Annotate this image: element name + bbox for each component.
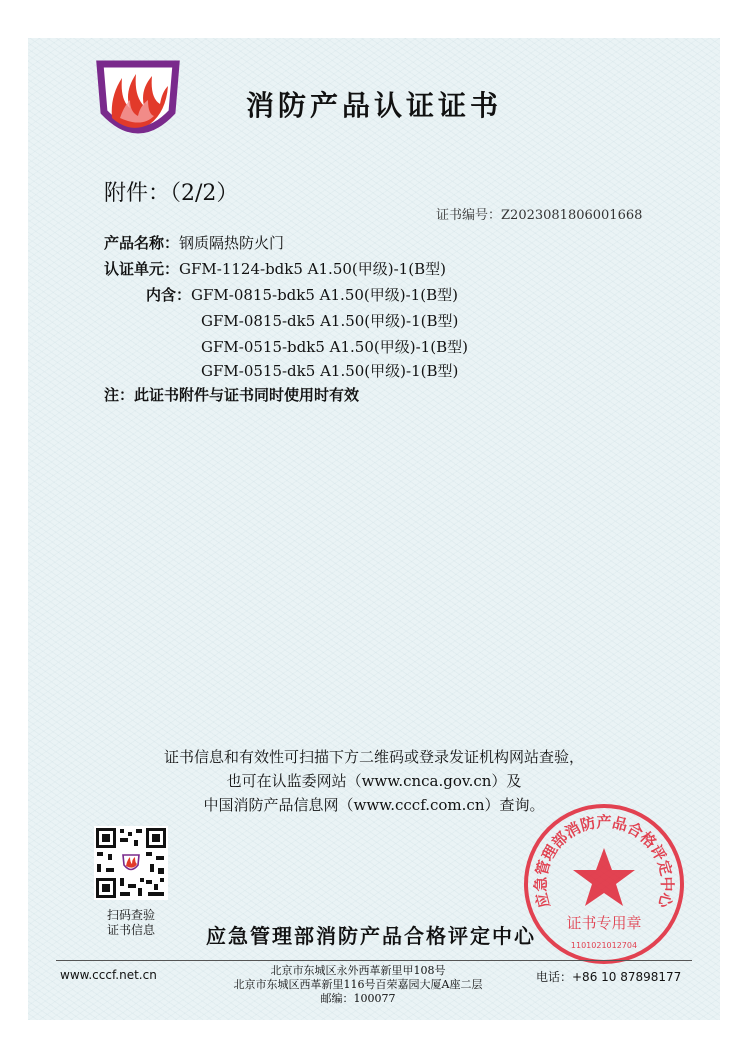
footer-address-1: 北京市东城区永外西革新里甲108号 xyxy=(270,964,446,977)
validity-note: 注：此证书附件与证书同时使用时有效 xyxy=(104,386,360,404)
svg-text:应急管理部消防产品合格评定中心: 应急管理部消防产品合格评定中心 xyxy=(531,812,677,910)
svg-text:1101021012704: 1101021012704 xyxy=(570,941,638,950)
certificate-title: 消防产品认证证书 xyxy=(246,89,503,122)
contains-label: 内含： xyxy=(146,286,192,304)
qr-caption-line1: 扫码查验 xyxy=(106,908,155,922)
contains-item: GFM-0515-dk5 A1.50(甲级)-1(B型) xyxy=(201,362,459,380)
attachment-page: （2/2） xyxy=(170,181,239,206)
footer-postcode: 邮编：100077 xyxy=(320,992,396,1005)
verify-line-2: 也可在认监委网站（www.cnca.gov.cn）及 xyxy=(226,772,522,790)
footer-address-2: 北京市东城区西革新里116号百荣嘉园大厦A座二层 xyxy=(233,978,483,991)
verify-line-1: 证书信息和有效性可扫描下方二维码或登录发证机构网站查验， xyxy=(163,748,584,766)
contains-item: GFM-0515-bdk5 A1.50(甲级)-1(B型) xyxy=(201,338,468,356)
cert-unit-row xyxy=(104,258,446,279)
svg-text:证书专用章: 证书专用章 xyxy=(566,914,642,932)
footer-website[interactable]: www.cccf.net.cn xyxy=(60,968,157,982)
certificate-page xyxy=(28,38,720,1020)
product-name-label: 产品名称： xyxy=(104,234,180,252)
contains-item: GFM-0815-bdk5 A1.50(甲级)-1(B型) xyxy=(191,286,458,304)
fire-logo-icon xyxy=(90,56,186,148)
product-name-value: 钢质隔热防火门 xyxy=(179,234,285,252)
qr-code[interactable] xyxy=(94,826,168,900)
product-name-row xyxy=(104,232,284,253)
cert-unit-label: 认证单元： xyxy=(104,260,180,278)
footer-phone: 电话：+86 10 87898177 xyxy=(536,970,682,984)
qr-caption xyxy=(86,908,176,938)
attachment-label xyxy=(104,176,238,207)
qr-caption-line2: 证书信息 xyxy=(106,923,155,937)
verify-line-3: 中国消防产品信息网（www.cccf.com.cn）查询。 xyxy=(203,796,545,814)
contains-row xyxy=(146,284,458,305)
footer-divider xyxy=(56,960,692,961)
contains-item: GFM-0815-dk5 A1.50(甲级)-1(B型) xyxy=(201,312,459,330)
official-seal-stamp xyxy=(520,800,688,968)
certificate-number-label: 证书编号： xyxy=(436,208,502,223)
attachment-text: 附件： xyxy=(104,181,171,206)
certificate-number xyxy=(436,204,642,223)
cert-unit-value: GFM-1124-bdk5 A1.50(甲级)-1(B型) xyxy=(179,260,446,278)
issuer-name: 应急管理部消防产品合格评定中心 xyxy=(206,924,536,948)
certificate-number-value: Z2023081806001668 xyxy=(501,208,643,223)
